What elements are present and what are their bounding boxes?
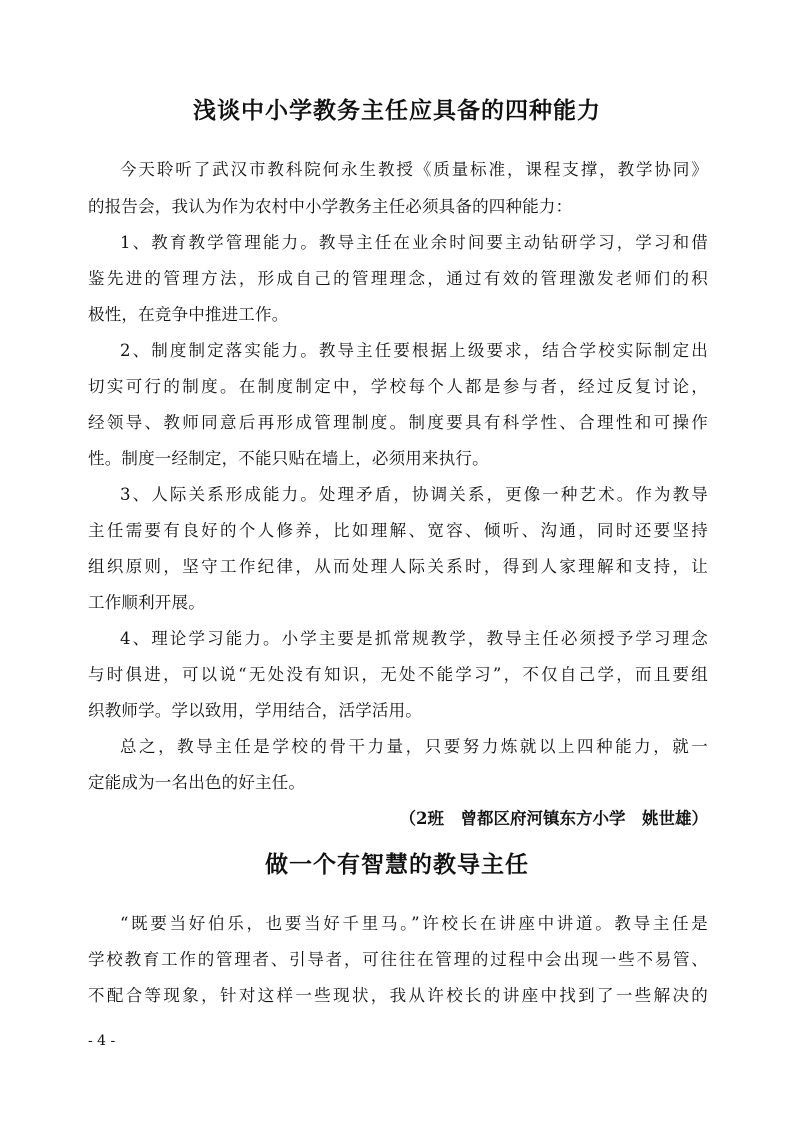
paragraph-line: 鉴先进的管理方法，形成自己的管理理念，通过有效的管理激发老师们的积 <box>88 269 708 288</box>
paragraph-line: 织教师学。学以致用，学用结合，活学活用。 <box>88 701 422 720</box>
paragraph-line: 性。制度一经制定，不能只贴在墙上，必须用来执行。 <box>88 449 489 468</box>
paragraph-line: 经领导、教师同意后再形成管理制度。制度要具有科学性、合理性和可操作 <box>88 413 708 432</box>
paragraph-line: 总之，教导主任是学校的骨干力量，只要努力炼就以上四种能力，就一 <box>120 737 708 756</box>
paragraph-line: 的报告会，我认为作为农村中小学教务主任必须具备的四种能力： <box>88 197 573 216</box>
paragraph-line: 3、人际关系形成能力。处理矛盾，协调关系，更像一种艺术。作为教导 <box>120 485 708 504</box>
paragraph-line: “既要当好伯乐，也要当好千里马。”许校长在讲座中讲道。教导主任是 <box>120 914 708 933</box>
paragraph-line: 工作顺利开展。 <box>88 593 205 612</box>
paragraph-line: 组织原则，坚守工作纪律，从而处理人际关系时，得到人家理解和支持，让 <box>88 557 708 576</box>
paragraph-line: 切实可行的制度。在制度制定中，学校每个人都是参与者，经过反复讨论， <box>88 377 708 396</box>
paragraph-line: 与时俱进，可以说“无处没有知识，无处不能学习”，不仅自己学，而且要组 <box>88 665 708 684</box>
article-title: 浅谈中小学教务主任应具备的四种能力 <box>193 98 601 124</box>
paragraph-line: 定能成为一名出色的好主任。 <box>88 773 306 792</box>
author-signature: （2班 曾都区府河镇东方小学 姚世雄） <box>399 809 708 828</box>
paragraph-line: 极性，在竞争中推进工作。 <box>88 305 289 324</box>
paragraph-line: 2、制度制定落实能力。教导主任要根据上级要求，结合学校实际制定出 <box>120 341 708 360</box>
paragraph-line: 1、教育教学管理能力。教导主任在业余时间要主动钻研学习，学习和借 <box>120 233 708 252</box>
article-title: 做一个有智慧的教导主任 <box>265 852 529 878</box>
paragraph-line: 学校教育工作的管理者、引导者，可往往在管理的过程中会出现一些不易管、 <box>88 950 708 969</box>
paragraph-line: 不配合等现象，针对这样一些现状，我从许校长的讲座中找到了一些解决的 <box>88 986 708 1005</box>
paragraph-line: 4、理论学习能力。小学主要是抓常规教学，教导主任必须授予学习理念 <box>120 629 708 648</box>
paragraph-line: 主任需要有良好的个人修养，比如理解、宽容、倾听、沟通，同时还要坚持 <box>88 521 708 540</box>
page-number: - 4 - <box>88 1033 116 1049</box>
paragraph-line: 今天聆听了武汉市教科院何永生教授《质量标准，课程支撑，教学协同》 <box>120 160 708 179</box>
